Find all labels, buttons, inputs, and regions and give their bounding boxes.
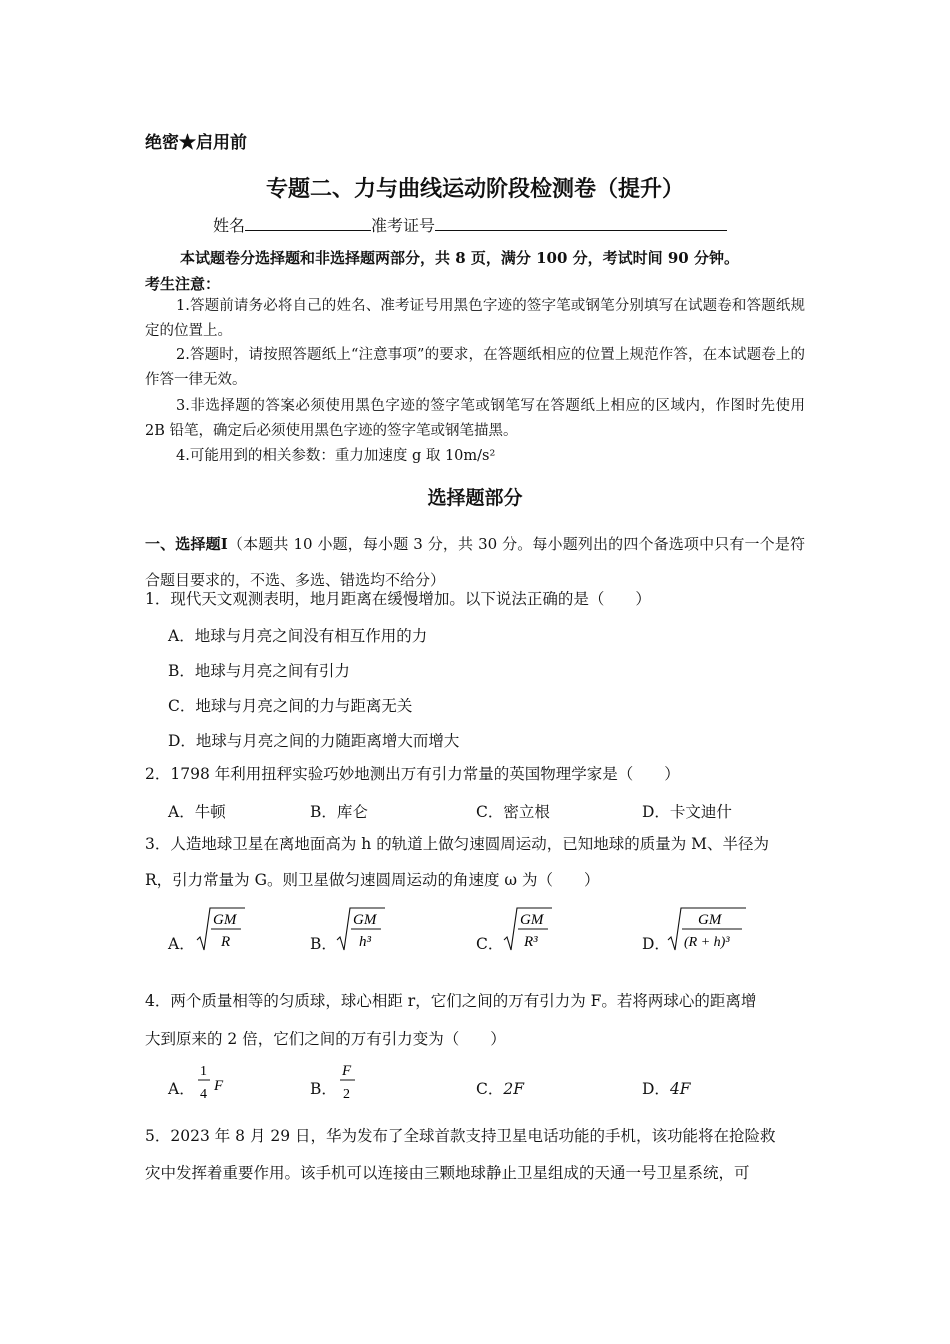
q4-option-b-letter[interactable]: B． bbox=[310, 1080, 337, 1098]
notice-item: 1.答题前请务必将自己的姓名、准考证号用黑色字迹的签字笔或钢笔分别填写在试题卷和答题纸规定的位置上。 bbox=[145, 298, 805, 339]
name-row bbox=[213, 213, 727, 236]
q4-option-a-letter[interactable]: A． bbox=[168, 1080, 195, 1098]
q4-option-d-letter: D． bbox=[642, 1080, 670, 1098]
q2-option-c[interactable]: C．密立根 bbox=[476, 803, 550, 821]
q1-option-c[interactable]: C．地球与月亮之间的力与距离无关 bbox=[168, 697, 413, 715]
q4a-variable: F bbox=[214, 1078, 224, 1094]
q4-option-d[interactable] bbox=[642, 1077, 691, 1099]
notice-item: 3.非选择题的答案必须使用黑色字迹的签字笔或钢笔写在答题纸上相应的区域内，作图时先使用 2B 铅笔，确定后必须使用黑色字迹的签字笔或钢笔描黑。 bbox=[145, 398, 805, 439]
q3a-denominator: R bbox=[221, 934, 231, 950]
q3-option-a-letter[interactable]: A． bbox=[168, 935, 195, 953]
q3c-denominator: R³ bbox=[524, 934, 538, 950]
q4-option-a-formula bbox=[196, 1058, 232, 1108]
q4-option-c[interactable] bbox=[476, 1077, 524, 1099]
question-4-stem-line1: 4．两个质量相等的匀质球，球心相距 r，它们之间的万有引力为 F。若将两球心的距离增 bbox=[145, 992, 757, 1010]
part1-desc: （本题共 10 小题，每小题 3 分，共 30 分。每小题列出的四个备选项中只有一个是符合题目要求的，不选、多选、错选均不给分） bbox=[145, 535, 805, 589]
q2-option-b[interactable]: B．库仑 bbox=[310, 803, 368, 821]
question-5-stem-line1: 5．2023 年 8 月 29 日，华为发布了全球首款支持卫星电话功能的手机，该功能将在抢险救 bbox=[145, 1127, 776, 1145]
question-4-stem-line2: 大到原来的 2 倍，它们之间的万有引力变为（ ） bbox=[145, 1030, 506, 1048]
q3a-numerator: GM bbox=[213, 912, 237, 928]
q3-option-c-formula bbox=[502, 904, 554, 958]
q1-option-b[interactable]: B．地球与月亮之间有引力 bbox=[168, 662, 350, 680]
q3-option-a-formula bbox=[195, 904, 247, 958]
q4b-numerator: F bbox=[342, 1063, 352, 1079]
exam-title: 专题二、力与曲线运动阶段检测卷（提升） bbox=[265, 176, 684, 202]
section-title: 选择题部分 bbox=[427, 487, 523, 509]
question-3-stem-line1: 3．人造地球卫星在离地面高为 h 的轨道上做匀速圆周运动，已知地球的质量为 M、半径为 bbox=[145, 835, 769, 853]
q4-option-c-value: 2F bbox=[503, 1080, 524, 1098]
q1-option-a[interactable]: A．地球与月亮之间没有相互作用的力 bbox=[168, 627, 428, 645]
q3d-numerator: GM bbox=[698, 912, 722, 928]
q3-option-d-letter[interactable]: D． bbox=[642, 935, 670, 953]
q4b-denominator: 2 bbox=[343, 1087, 350, 1102]
question-2-stem: 2．1798 年利用扭秤实验巧妙地测出万有引力常量的英国物理学家是（ ） bbox=[145, 765, 680, 783]
q3b-denominator: h³ bbox=[359, 934, 371, 950]
name-label: 姓名 bbox=[213, 216, 246, 235]
q3-option-b-formula bbox=[335, 904, 387, 958]
q1-option-d[interactable]: D．地球与月亮之间的力随距离增大而增大 bbox=[168, 732, 460, 750]
question-1-stem: 1．现代天文观测表明，地月距离在缓慢增加。以下说法正确的是（ ） bbox=[145, 590, 651, 608]
q3-option-c-letter[interactable]: C． bbox=[476, 935, 504, 953]
q4-option-d-value: 4F bbox=[669, 1080, 691, 1098]
notice-heading: 考生注意： bbox=[145, 275, 221, 293]
question-3-stem-line2: R，引力常量为 G。则卫星做匀速圆周运动的角速度 ω 为（ ） bbox=[145, 871, 600, 889]
question-5-stem-line2: 灾中发挥着重要作用。该手机可以连接由三颗地球静止卫星组成的天通一号卫星系统，可 bbox=[145, 1164, 750, 1182]
confidential-label: 绝密★启用前 bbox=[145, 133, 247, 153]
q3-option-d-formula bbox=[666, 904, 748, 958]
notice-item: 4.可能用到的相关参数：重力加速度 g 取 10m/s² bbox=[176, 448, 496, 464]
q4-option-c-letter: C． bbox=[476, 1080, 504, 1098]
q4-option-b-formula bbox=[338, 1058, 362, 1108]
q3-option-b-letter[interactable]: B． bbox=[310, 935, 337, 953]
q3c-numerator: GM bbox=[520, 912, 544, 928]
part1-label: 一、选择题Ⅰ bbox=[145, 535, 228, 553]
q3d-denominator: (R + h)³ bbox=[684, 935, 730, 950]
q4a-denominator: 4 bbox=[200, 1087, 207, 1102]
q3b-numerator: GM bbox=[353, 912, 377, 928]
exam-no-blank[interactable] bbox=[435, 215, 727, 231]
name-blank[interactable] bbox=[245, 215, 371, 231]
q4a-numerator: 1 bbox=[200, 1064, 207, 1079]
q2-option-a[interactable]: A．牛顿 bbox=[168, 803, 226, 821]
exam-no-label: 准考证号 bbox=[371, 216, 436, 235]
q2-option-d[interactable]: D．卡文迪什 bbox=[642, 803, 732, 821]
exam-intro: 本试题卷分选择题和非选择题两部分，共 8 页，满分 100 分，考试时间 90 分钟。 bbox=[180, 249, 739, 267]
notice-item: 2.答题时，请按照答题纸上“注意事项”的要求，在答题纸相应的位置上规范作答，在本试题卷上的作答一律无效。 bbox=[145, 347, 805, 388]
